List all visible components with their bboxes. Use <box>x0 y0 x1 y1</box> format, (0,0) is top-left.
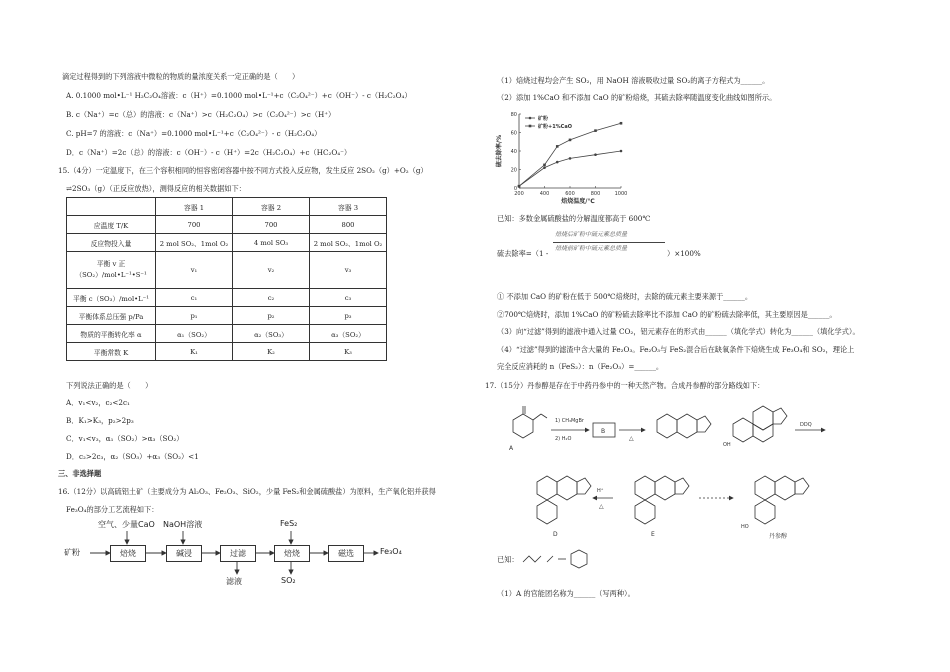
flow-filtrate: 滤液 <box>226 577 242 586</box>
formula-lhs: 硫去除率=（1 - <box>497 249 549 258</box>
molecule-c <box>657 414 711 438</box>
diels-alder-scheme <box>521 546 591 572</box>
table-row <box>67 234 387 252</box>
q15-stem-2: ⇌2SO₃（g）（正反应放热），测得反应的相关数据如下： <box>66 184 246 193</box>
table-cell: α₂（SO₃） <box>233 325 310 343</box>
flow-input: 矿粉 <box>64 548 80 557</box>
flow-reagent-2: NaOH溶液 <box>163 520 203 529</box>
table-cell: p₃ <box>310 307 387 325</box>
formula-denominator: 焙烧前矿粉中硫元素总质量 <box>555 245 628 252</box>
label-oh: OH <box>723 442 731 448</box>
x-tick-label: 800 <box>590 191 601 197</box>
y-axis-label: 硫去除率/% <box>496 134 503 168</box>
table-header-cell: 容器 3 <box>310 198 387 216</box>
q16-part4-1: （4）“过滤”得到的滤渣中含大量的 Fe₂O₃。Fe₂O₃与 FeS₂混合后在缺氧条件下焙烧生成 Fe₃O₄和 SO₂，理论上 <box>497 345 855 354</box>
sulfur-removal-chart <box>493 104 643 204</box>
table-cell: 平衡 v 正（SO₂）/mol•L⁻¹•S⁻¹ <box>67 252 156 289</box>
molecule-e <box>635 476 689 524</box>
table-cell: 700 <box>156 216 233 234</box>
legend-marker <box>529 125 532 128</box>
molecule-a <box>513 406 547 438</box>
table-cell: K₂ <box>233 343 310 361</box>
table-row <box>67 343 387 361</box>
flow-step-roast-1: 焙烧 <box>110 545 146 562</box>
molecule-d <box>537 476 591 524</box>
q16-part3: （3）向“过滤”得到的滤液中通入过量 CO₂，铝元素存在的形式由______（填化学式）转化为______（填化学式）。 <box>497 327 860 336</box>
flow-reagent-1: 空气、少量CaO <box>98 520 155 529</box>
q14-option-c: C. pH=7 的溶液：c（Na⁺）=0.1000 mol•L⁻¹+c（C₂O₄²⁻）- c（H₂C₂O₄） <box>66 129 322 138</box>
label-product: 丹参醇 <box>769 533 788 540</box>
table-cell: 700 <box>233 216 310 234</box>
section-title: 三、非选择题 <box>58 469 102 478</box>
x-tick-label: 600 <box>565 191 575 197</box>
fraction-bar <box>553 242 665 243</box>
q15-table <box>66 197 387 361</box>
table-cell: 平衡 c（SO₃）/mol•L⁻¹ <box>67 289 156 307</box>
q16-part2-1: ① 不添加 CaO 的矿粉在低于 500℃焙烧时，去除的硫元素主要来源于______。 <box>497 292 753 301</box>
q15-option-b: B．K₁>K₃，p₂>2p₃ <box>66 416 134 425</box>
table-row <box>67 325 387 343</box>
table-cell: K₃ <box>310 343 387 361</box>
data-point <box>518 185 521 188</box>
flow-step-roast-2: 焙烧 <box>274 545 310 562</box>
q14-option-a: A. 0.1000 mol•L⁻¹ H₂C₂O₄溶液：c（H⁺）=0.1000 mol•L⁻¹+c（C₂O₄²⁻）+c（OH⁻）- c（H₂C₂O₄） <box>66 91 412 100</box>
q16-stem-2: Fe₃O₄的部分工艺流程如下： <box>66 505 159 514</box>
label-d: D <box>553 531 558 538</box>
flow-so2: SO₂ <box>281 576 296 585</box>
q14-stem: 滴定过程得到的下列溶液中微粒的物质的量浓度关系一定正确的是（ ） <box>62 72 300 81</box>
data-point <box>620 150 623 153</box>
table-row <box>67 252 387 289</box>
flow-step-magnetic: 磁选 <box>328 545 364 562</box>
y-tick-label: 60 <box>510 130 517 137</box>
q16-part1: （1）焙烧过程均会产生 SO₂，用 NaOH 溶液吸收过量 SO₂的离子方程式为______。 <box>497 76 770 85</box>
synthesis-route <box>485 398 905 548</box>
q14-option-d: D．c（Na⁺）=2c（总）的溶液：c（OH⁻）- c（H⁺）=2c（H₂C₂O₄）+c（HC₂O₄⁻） <box>66 148 352 157</box>
data-point <box>543 164 546 167</box>
label-e: E <box>651 531 655 538</box>
data-point <box>620 122 623 125</box>
label-b: B <box>601 428 606 435</box>
table-cell: p₁ <box>156 307 233 325</box>
table-cell: 物质的平衡转化率 α <box>67 325 156 343</box>
table-cell: 平衡常数 K <box>67 343 156 361</box>
q16-part2: （2）添加 1%CaO 和不添加 CaO 的矿粉焙烧，其硫去除率随温度变化曲线如图所示。 <box>497 93 777 102</box>
flow-output: Fe₃O₄ <box>380 547 402 556</box>
data-point <box>543 166 546 169</box>
table-row <box>67 216 387 234</box>
data-point <box>556 161 559 164</box>
table-cell: α₁（SO₂） <box>156 325 233 343</box>
molecule-intermediate <box>733 406 787 442</box>
table-header-cell: 容器 1 <box>156 198 233 216</box>
table-cell: p₂ <box>233 307 310 325</box>
table-header-cell <box>67 198 156 216</box>
table-cell: v₂ <box>233 252 310 289</box>
table-cell: 平衡体系总压强 p/Pa <box>67 307 156 325</box>
table-cell: c₂ <box>233 289 310 307</box>
label-ho: HO <box>741 524 749 530</box>
table-header-cell: 容器 2 <box>233 198 310 216</box>
x-tick-label: 400 <box>539 191 550 197</box>
q16-part2-2: ②700℃焙烧时，添加 1%CaO 的矿粉硫去除率比不添加 CaO 的矿粉硫去除率低，其主要原因是______。 <box>497 310 837 319</box>
table-cell: c₃ <box>310 289 387 307</box>
table-cell: 800 <box>310 216 387 234</box>
formula-numerator: 焙烧后矿粉中硫元素总质量 <box>555 231 628 238</box>
table-header-row <box>67 198 387 216</box>
table-cell: v₃ <box>310 252 387 289</box>
process-flow <box>62 518 472 593</box>
reagent-ddq: DDQ <box>800 422 812 428</box>
formula-rhs: ）×100% <box>667 249 701 258</box>
data-point <box>569 139 572 142</box>
q15-option-d: D．c₂>2c₃，α₂（SO₃）+α₃（SO₂）<1 <box>66 452 199 461</box>
table-cell: 4 mol SO₃ <box>233 234 310 252</box>
q15-question: 下列说法正确的是（ ） <box>66 381 153 390</box>
x-tick-label: 1000 <box>614 191 628 197</box>
q16-stem-1: 16.（12分）以高硫铝土矿（主要成分为 Al₂O₃、Fe₂O₃、SiO₂，少量 FeS₂和金属硫酸盐）为原料，生产氧化铝并获得 <box>58 487 436 496</box>
table-row <box>67 307 387 325</box>
table-row <box>67 289 387 307</box>
q17-stem: 17.（15分）丹参醇是存在于中药丹参中的一种天然产物。合成丹参醇的部分路线如下： <box>485 381 765 390</box>
known-label: 已知： <box>497 555 519 564</box>
y-tick-label: 0 <box>513 186 517 192</box>
flow-reagent-3: FeS₂ <box>280 519 298 528</box>
molecule-danshenol <box>755 476 809 524</box>
data-point <box>569 157 572 160</box>
legend-marker <box>529 117 532 120</box>
table-cell: K₁ <box>156 343 233 361</box>
known-note: 已知：多数金属硫酸盐的分解温度都高于 600℃ <box>497 214 651 223</box>
table-cell: v₁ <box>156 252 233 289</box>
x-tick-label: 200 <box>514 191 524 197</box>
data-point <box>594 153 597 156</box>
series-line-2 <box>519 123 621 186</box>
table-cell: 反应物投入量 <box>67 234 156 252</box>
q14-option-b: B. c（Na⁺）=c（总）的溶液：c（Na⁺）>c（H₂C₂O₄）>c（C₂O₄²⁻）>c（H⁺） <box>66 110 336 119</box>
x-axis-label: 焙烧温度/℃ <box>561 198 595 204</box>
legend-label: 矿粉 <box>538 116 549 122</box>
legend-label: 矿粉+1%CaO <box>538 124 572 130</box>
reagent-2: 2) H₂O <box>555 436 572 442</box>
label-a: A <box>509 445 514 452</box>
flow-step-filter: 过滤 <box>220 545 256 562</box>
q16-part4-2: 完全反应消耗的 n（FeS₂）：n（Fe₂O₃）=______。 <box>497 362 664 371</box>
heat-symbol: △ <box>629 435 634 442</box>
reagent-hplus: H⁺ <box>597 488 604 494</box>
data-point <box>556 145 559 148</box>
y-tick-label: 20 <box>510 167 517 174</box>
table-cell: c₁ <box>156 289 233 307</box>
q17-part1: （1）A 的官能团名称为______（写两种）。 <box>497 589 635 598</box>
data-point <box>594 129 597 132</box>
table-cell: 应温度 T/K <box>67 216 156 234</box>
q15-option-a: A．v₁<v₂，c₂<2c₁ <box>66 398 130 407</box>
y-tick-label: 80 <box>510 112 517 118</box>
table-cell: 2 mol SO₂、1mol O₂ <box>310 234 387 252</box>
y-tick-label: 40 <box>510 149 517 155</box>
table-cell: 2 mol SO₂、1mol O₂ <box>156 234 233 252</box>
reagent-1: 1) CH₃MgBr <box>555 418 584 424</box>
heat-symbol-2: △ <box>599 503 604 510</box>
series-line-1 <box>519 151 621 186</box>
flow-step-alkali: 碱浸 <box>166 545 202 562</box>
q15-stem-1: 15.（4分）一定温度下，在三个容积相同的恒容密闭容器中按不同方式投入反应物，发生反应 2SO₂（g）+O₂（g） <box>58 166 428 175</box>
table-cell: α₃（SO₂） <box>310 325 387 343</box>
q15-option-c: C．v₁<v₃，α₁（SO₂）>α₃（SO₂） <box>66 434 184 443</box>
